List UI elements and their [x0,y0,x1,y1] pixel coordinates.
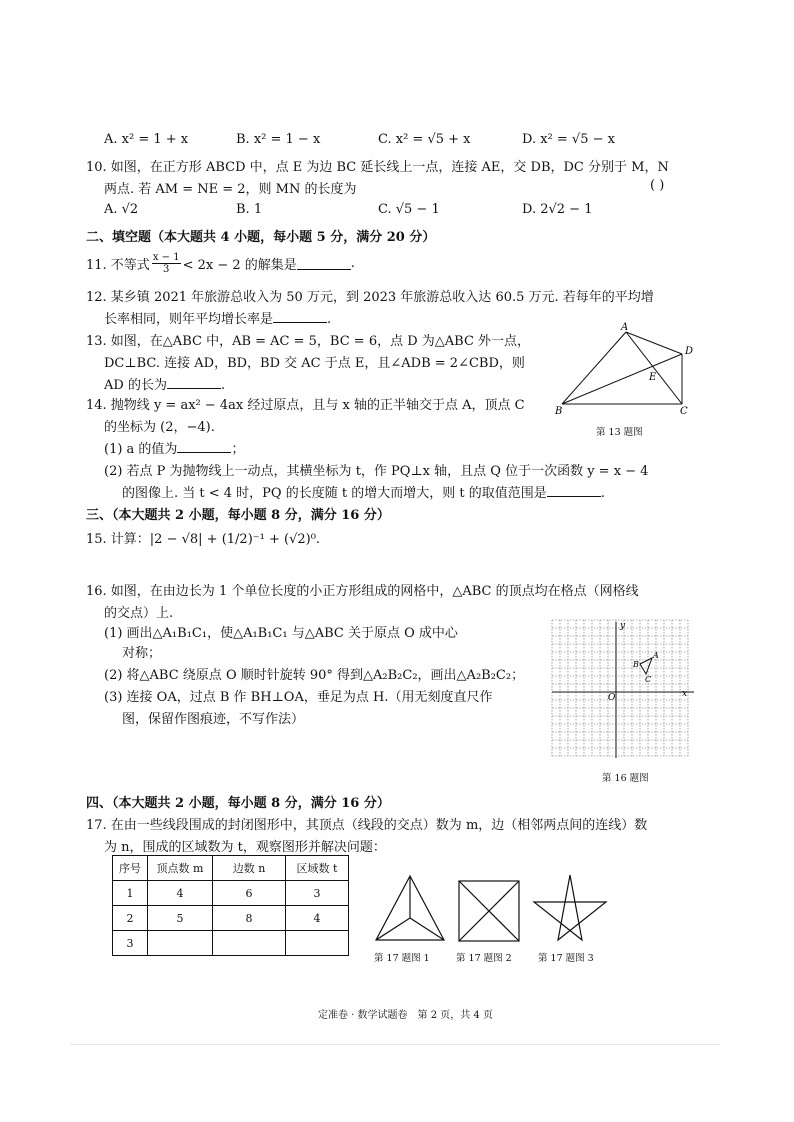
fig16-label-a: A [653,651,659,660]
section3-heading: 三、（本大题共 2 小题，每小题 8 分，满分 16 分） [86,508,390,523]
table-header-row [113,856,349,881]
q14-part1-end: ； [231,442,245,457]
q11-end: . [350,256,355,271]
q10-option-b: B. 1 [236,202,263,217]
q9-option-c: C. x² = √5 + x [378,132,471,147]
fig16-caption: 第 16 题图 [602,773,649,784]
q13-line1: 13. 如图，在△ABC 中，AB = AC = 5，BC = 6，点 D 为△ABC 外一点， [86,334,531,349]
q9-option-d: D. x² = √5 − x [522,132,615,147]
q14-part2-line2-text: 的图像上. 当 t < 4 时，PQ 的长度随 t 的增大而增大，则 t 的取值范围是 [122,486,547,501]
fig13-label-a: A [621,322,629,333]
q10-option-d: D. 2√2 − 1 [522,202,593,217]
fig17-2-square [456,878,522,944]
q17-table [112,855,349,956]
q16-part3-line2: 图，保留作图痕迹，不写作法） [122,712,305,727]
q14-line2: 的坐标为 (2，−4). [104,420,215,435]
q10-answer-paren: ( ) [650,178,665,193]
fig17-2-caption: 第 17 题图 2 [456,953,512,964]
fig17-3-star [532,872,608,944]
fig13-segment-ab [562,332,626,404]
q14-part2-line1: (2) 若点 P 为抛物线上一动点，其横坐标为 t，作 PQ⊥x 轴，且点 Q 位于一次函数 y = x − 4 [104,464,649,479]
q11-suffix: < 2x − 2 的解集是 [182,258,297,273]
q16-line2: 的交点）上. [104,606,174,621]
q16-part1-line2: 对称； [122,646,162,661]
q12-line1: 12. 某乡镇 2021 年旅游总收入为 50 万元，到 2023 年旅游总收入达 60.5 万元. 若每年的平均增 [86,290,654,305]
q17-line2: 为 n，围成的区域数为 t，观察图形并解决问题： [104,840,386,855]
q16-line1: 16. 如图，在由边长为 1 个单位长度的小正方形组成的网格中，△ABC 的顶点均在格点（网格线 [86,584,639,599]
table-cell: 5 [148,906,213,931]
table-cell-empty[interactable] [286,931,349,956]
q16-part1-line1: (1) 画出△A₁B₁C₁，使△A₁B₁C₁ 与△ABC 关于原点 O 成中心 [104,626,458,641]
fig13-label-e: E [649,372,657,383]
q16-part2: (2) 将△ABC 绕原点 O 顺时针旋转 90° 得到△A₂B₂C₂，画出△A₂B₂C₂； [104,668,525,683]
q9-option-b: B. x² = 1 − x [236,132,321,147]
q10-option-a: A. √2 [104,202,139,217]
q14-part2-line2 [122,482,605,501]
q13-line3 [104,374,225,393]
table-cell: 8 [213,906,286,931]
table-cell-empty[interactable] [148,931,213,956]
q14-line1: 14. 抛物线 y = ax² − 4ax 经过原点，且与 x 轴的正半轴交于点 A，顶点 C [86,398,525,413]
fig16-label-c: C [645,675,652,684]
table-cell: 3 [113,931,148,956]
fig16-label-x: x [682,689,688,699]
fig13-label-c: C [680,406,688,417]
q12-line2-text: 长率相同，则年平均增长率是 [104,312,274,327]
q11-answer-blank[interactable] [297,257,351,270]
q13-end: . [220,378,226,393]
table-cell: 1 [113,881,148,906]
q13-line2: DC⊥BC. 连接 AD，BD，BD 交 AC 于点 E，且∠ADB = 2∠CBD，则 [104,356,525,371]
q11 [86,252,355,275]
q10-stem-line1: 10. 如图，在正方形 ABCD 中，点 E 为边 BC 延长线上一点，连接 AE，交 DB，DC 分别于 M，N [86,160,669,175]
q14-part1-text: (1) a 的值为 [104,442,178,457]
section2-heading: 二、填空题（本大题共 4 小题，每小题 5 分，满分 20 分） [86,230,436,245]
page-footer: 定准卷 · 数学试题卷 第 2 页，共 4 页 [318,1010,493,1021]
q13-line3-text: AD 的长为 [104,378,167,393]
q10-option-c: C. √5 − 1 [378,202,440,217]
q15: 15. 计算：|2 − √8| + (1/2)⁻¹ + (√2)⁰. [86,532,321,547]
fig17-1-caption: 第 17 题图 1 [374,953,430,964]
fig13-segment-bd [562,354,682,404]
table-row [113,881,349,906]
fig13-label-d: D [685,346,694,357]
q13-answer-blank[interactable] [167,376,221,389]
q12-line2 [104,308,331,327]
table-cell-empty[interactable] [213,931,286,956]
table-header-cell: 边数 n [213,856,286,881]
table-header-cell: 序号 [113,856,148,881]
table-row [113,906,349,931]
fig13-caption: 第 13 题图 [596,427,643,438]
q11-denominator: 3 [163,264,170,275]
fig17-1-triangle [372,872,448,944]
table-header-cell: 区域数 t [286,856,349,881]
q14-part2-blank[interactable] [547,484,601,497]
fig16-label-o: O [608,693,616,703]
fig16-label-y: y [620,621,626,631]
table-cell: 6 [213,881,286,906]
table-cell: 4 [148,881,213,906]
table-cell: 3 [286,881,349,906]
q11-numerator: x − 1 [152,252,180,263]
q11-prefix: 11. 不等式 [86,258,150,273]
q10-stem-line2: 两点. 若 AM = NE = 2，则 MN 的长度为 [104,182,357,197]
fig16-triangle-abc [640,658,652,674]
table-cell: 2 [113,906,148,931]
fig17-3-caption: 第 17 题图 3 [538,953,594,964]
figure-16-grid [548,618,698,760]
q14-part1-blank[interactable] [177,440,231,453]
bottom-edge-line [70,1044,720,1045]
table-row [113,931,349,956]
table-header-cell: 顶点数 m [148,856,213,881]
section4-heading: 四、（本大题共 2 小题，每小题 8 分，满分 16 分） [86,796,390,811]
fig13-label-b: B [555,406,563,417]
table-cell: 4 [286,906,349,931]
q14-part2-end: . [600,486,605,501]
q17-line1: 17. 在由一些线段围成的封闭图形中，其顶点（线段的交点）数为 m，边（相邻两点间的连线）数 [86,818,648,833]
fig16-label-b: B [633,660,639,669]
figure-13 [552,320,702,438]
q11-fraction [152,252,181,275]
q12-answer-blank[interactable] [273,310,327,323]
q16-part3-line1: (3) 连接 OA，过点 B 作 BH⊥OA，垂足为点 H.（用无刻度直尺作 [104,690,493,705]
q9-option-a: A. x² = 1 + x [104,132,189,147]
q14-part1 [104,438,244,457]
q12-end: . [327,312,332,327]
